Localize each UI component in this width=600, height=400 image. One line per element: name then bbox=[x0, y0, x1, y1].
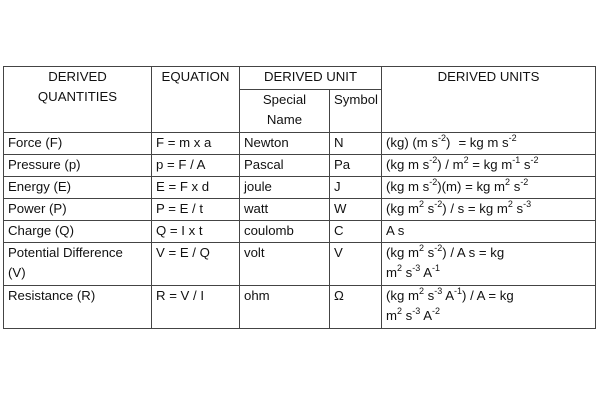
cell-quantity: Charge (Q) bbox=[4, 221, 152, 243]
cell-special-name: Pascal bbox=[240, 155, 330, 177]
cell-symbol: V bbox=[330, 243, 382, 286]
cell-symbol: W bbox=[330, 199, 382, 221]
cell-derived-units: A s bbox=[382, 221, 596, 243]
cell-symbol: C bbox=[330, 221, 382, 243]
table-row bbox=[4, 155, 596, 177]
cell-symbol: Pa bbox=[330, 155, 382, 177]
header-derived-quantities-line1: DERIVED bbox=[48, 69, 107, 84]
table-row bbox=[4, 177, 596, 199]
cell-derived-units: (kg) (m $s^{-2}$) = kg m $s^{-2}$ bbox=[382, 133, 596, 155]
cell-equation: R = V / I bbox=[152, 286, 240, 329]
cell-symbol: J bbox=[330, 177, 382, 199]
header-row bbox=[4, 67, 596, 90]
cell-symbol: N bbox=[330, 133, 382, 155]
header-derived-unit bbox=[240, 67, 382, 90]
cell-equation: P = E / t bbox=[152, 199, 240, 221]
cell-equation: V = E / Q bbox=[152, 243, 240, 286]
cell-quantity: Pressure (p) bbox=[4, 155, 152, 177]
cell-quantity: Potential Difference (V) bbox=[4, 243, 152, 286]
header-equation bbox=[152, 67, 240, 133]
header-derived-units bbox=[382, 67, 596, 133]
table-row bbox=[4, 243, 596, 286]
cell-derived-units: (kg $m^2$ $s^{-2}$) / s = kg $m^2$ $s^{-3}$ bbox=[382, 199, 596, 221]
table-row bbox=[4, 199, 596, 221]
cell-special-name: Newton bbox=[240, 133, 330, 155]
header-equation-label: EQUATION bbox=[161, 69, 230, 84]
header-special-name-line2: Name bbox=[266, 112, 303, 127]
table-row bbox=[4, 133, 596, 155]
cell-derived-units: (kg m $s^{-2})(m)$ = kg $m^2$ $s^{-2}$ bbox=[382, 177, 596, 199]
header-derived-quantities bbox=[4, 67, 152, 133]
header-special-name-line1: Special bbox=[262, 92, 307, 107]
cell-derived-units: (kg m $s^{-2}) / m^2$ = kg $m^{-1}$ $s^{-2}$ bbox=[382, 155, 596, 177]
cell-derived-units: (kg $m^2$ $s^{-2}$) / A s = kg $m^2$ $s^{-3}$ $A^{-1}$ bbox=[382, 243, 596, 286]
cell-special-name: coulomb bbox=[240, 221, 330, 243]
cell-symbol: Ω bbox=[330, 286, 382, 329]
cell-equation: F = m x a bbox=[152, 133, 240, 155]
cell-quantity: Force (F) bbox=[4, 133, 152, 155]
header-symbol bbox=[330, 90, 382, 133]
derived-units-table bbox=[3, 66, 596, 329]
cell-equation: p = F / A bbox=[152, 155, 240, 177]
cell-quantity: Energy (E) bbox=[4, 177, 152, 199]
header-special-name bbox=[240, 90, 330, 133]
table-row bbox=[4, 221, 596, 243]
header-derived-unit-label: DERIVED UNIT bbox=[263, 69, 358, 84]
cell-quantity: Resistance (R) bbox=[4, 286, 152, 329]
cell-equation: E = F x d bbox=[152, 177, 240, 199]
cell-special-name: volt bbox=[240, 243, 330, 286]
cell-quantity: Power (P) bbox=[4, 199, 152, 221]
cell-derived-units: (kg $m^2$ $s^{-3}$ $A^{-1}$) / A = kg $m^2$ $s^{-3}$ $A^{-2}$ bbox=[382, 286, 596, 329]
cell-special-name: watt bbox=[240, 199, 330, 221]
cell-special-name: ohm bbox=[240, 286, 330, 329]
table-row bbox=[4, 286, 596, 329]
cell-equation: Q = I x t bbox=[152, 221, 240, 243]
header-derived-units-label: DERIVED UNITS bbox=[437, 69, 540, 84]
cell-special-name: joule bbox=[240, 177, 330, 199]
header-derived-quantities-line2: QUANTITIES bbox=[37, 89, 118, 104]
header-symbol-label: Symbol bbox=[334, 92, 378, 107]
